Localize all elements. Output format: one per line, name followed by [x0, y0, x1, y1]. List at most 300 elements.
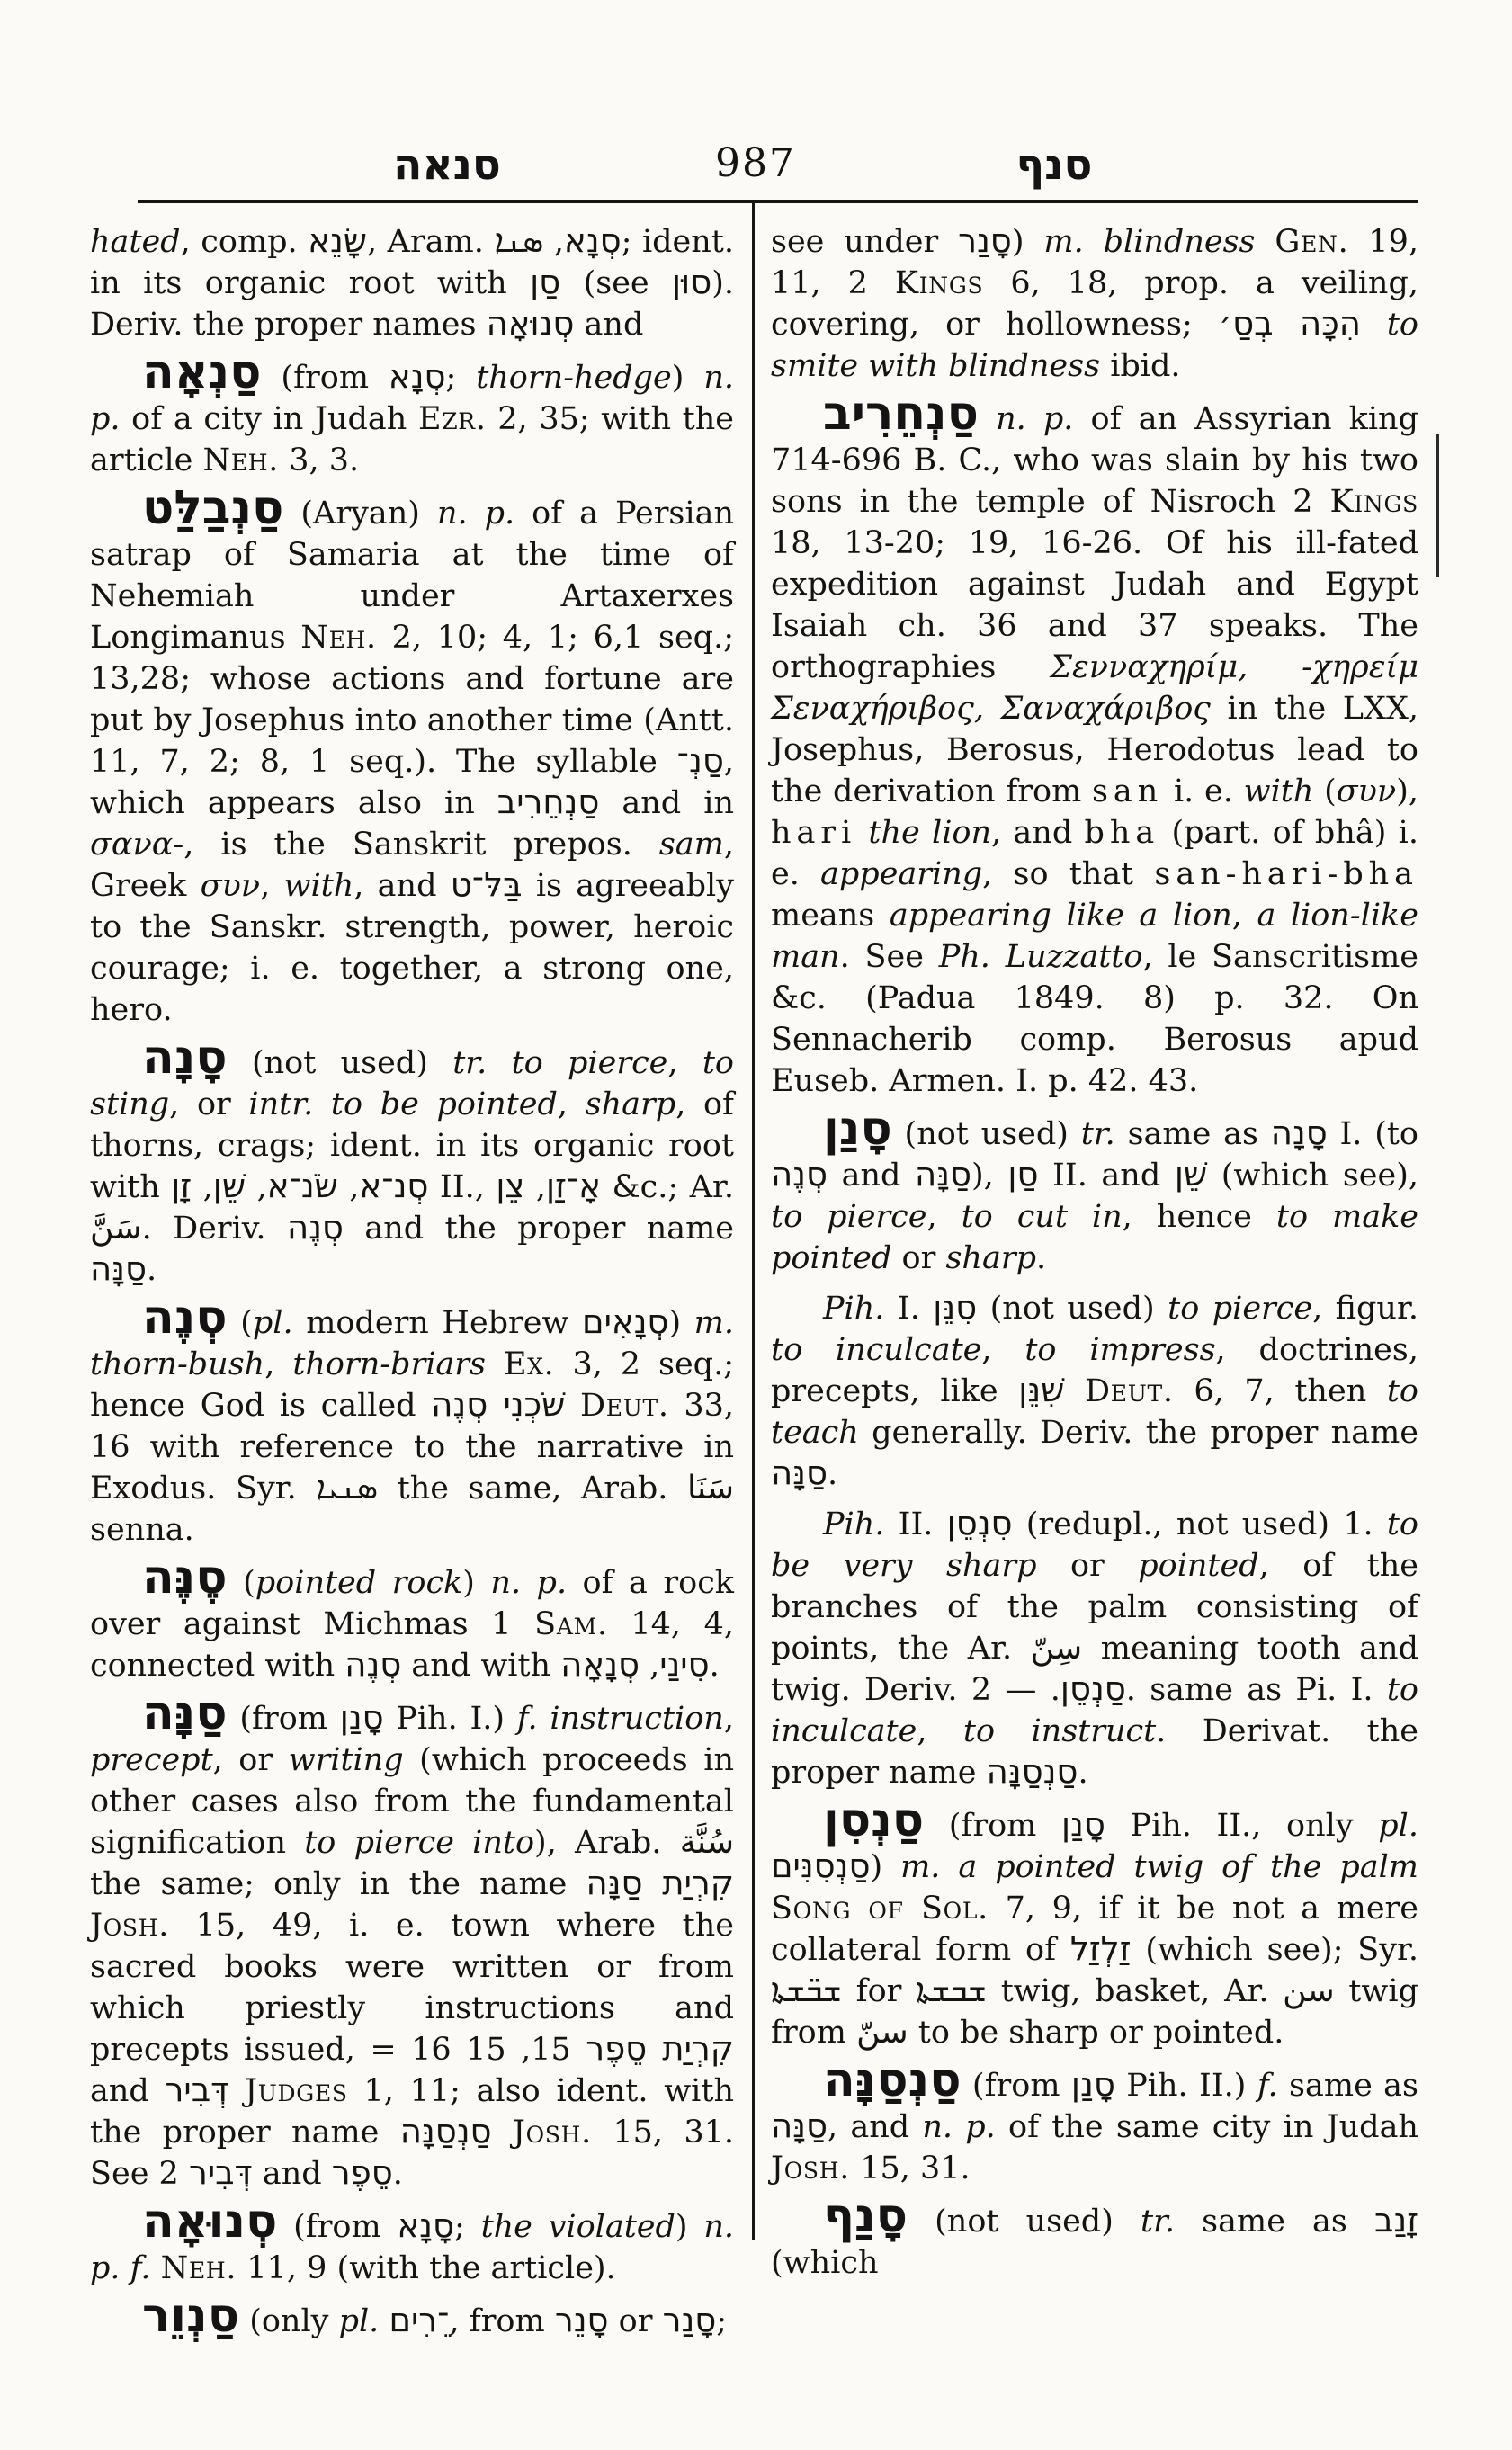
- hebrew-headword: סָנַן: [823, 1101, 892, 1156]
- hebrew-word: שָׂנֵא: [308, 221, 367, 260]
- text-run: ;: [445, 360, 477, 396]
- text-run: ), Arab.: [534, 1825, 680, 1861]
- hebrew-word: זַלְזַל: [1069, 1929, 1132, 1968]
- text-run: , and: [991, 815, 1085, 851]
- hebrew-word: סְנוּאָה: [486, 304, 575, 343]
- text-run-italic: a pointed twig of the palm: [958, 1849, 1418, 1885]
- text-run-italic: n. p.: [90, 360, 734, 437]
- text-run: . Deriv.: [141, 1211, 287, 1247]
- text-run: [1361, 307, 1387, 343]
- text-run: and the proper name: [343, 1211, 734, 1247]
- entry-paragraph: [771, 1101, 1419, 1279]
- text-run-italic: Pih.: [823, 1507, 885, 1542]
- text-run-italic: hated: [90, 224, 181, 260]
- text-run: 15, 31.: [850, 2150, 971, 2186]
- text-run-italic: sharp: [585, 1086, 676, 1122]
- text-run-italic: thorn-hedge: [476, 360, 672, 396]
- text-run-italic: with: [1243, 773, 1314, 809]
- hebrew-headword: סַנְסַנָּה: [823, 2052, 962, 2107]
- text-run: and in: [599, 785, 734, 821]
- hebrew-word: סְנָאָה: [560, 1645, 640, 1684]
- text-run: Pih. II., only: [1105, 1808, 1379, 1844]
- text-run: (see: [560, 265, 673, 301]
- hebrew-word: סָנָא: [397, 2206, 455, 2245]
- text-run-italic: tr.: [452, 1045, 488, 1081]
- text-run: 6, 18, prop. a veiling, covering, or hollowness;: [771, 265, 1418, 343]
- hebrew-headword: סְנוּאָה: [142, 2194, 278, 2249]
- text-run-italic: to pierce: [771, 1199, 927, 1235]
- entry-paragraph: [771, 2188, 1418, 2284]
- hebrew-word: ־ֵרִים: [389, 2301, 450, 2339]
- hebrew-headword: סְנֶה: [142, 1290, 228, 1345]
- reference-abbrev: Neh.: [160, 2250, 237, 2286]
- text-run: ,: [1231, 898, 1257, 934]
- entry-paragraph: [90, 2288, 734, 2343]
- text-run: 2 and: [158, 2156, 332, 2192]
- text-run-italic: pl.: [252, 1305, 293, 1341]
- text-run: [565, 1388, 580, 1424]
- text-run-italic: thorn-briars: [292, 1346, 486, 1382]
- text-run: (which see),: [1207, 1158, 1418, 1194]
- reference-abbrev: Gen.: [1275, 224, 1349, 260]
- text-run: (: [227, 1305, 253, 1341]
- text-run: ibid.: [1100, 348, 1181, 384]
- reference-abbrev: Neh.: [202, 443, 280, 478]
- reference-abbrev: Judges: [245, 2073, 348, 2109]
- entry-paragraph: [90, 1290, 734, 1551]
- text-run: 7, 9, if it be not a mere collateral form of: [771, 1891, 1418, 1968]
- right-column: [771, 221, 1418, 2284]
- arabic-word: سِنّ: [1030, 1630, 1083, 1667]
- text-run: , and: [828, 2109, 923, 2145]
- text-run: ,: [926, 1199, 962, 1235]
- text-run: , figur.: [1312, 1291, 1418, 1327]
- text-run: 19, 11, 2: [771, 224, 1418, 301]
- text-run-italic: f.: [1257, 2068, 1278, 2104]
- text-run: [856, 815, 868, 851]
- greek-text: συν: [1336, 773, 1397, 809]
- hebrew-word: סְנ־א: [359, 1167, 429, 1205]
- hebrew-word: צֵן: [496, 1167, 525, 1205]
- reference-abbrev: Kings: [894, 265, 984, 301]
- text-run: of an Assyrian king 714-696 B. C., who was slain by his two sons in the temple of Nisroch 2: [771, 401, 1418, 520]
- reference-abbrev: Deut.: [1085, 1373, 1174, 1409]
- hebrew-word: סַנְסַנָּה: [986, 1752, 1078, 1791]
- text-run: 11, 9 (with the article).: [237, 2250, 616, 2286]
- text-run-italic: pointed rock: [255, 1565, 463, 1601]
- entry-paragraph: [90, 480, 734, 1031]
- hebrew-word: סָנֵר: [554, 2301, 609, 2339]
- entry-paragraph: [771, 1793, 1418, 2053]
- text-run-italic: with: [283, 868, 354, 904]
- text-run: ; ident. in its organic root with: [90, 224, 734, 301]
- arabic-word: سَنَا: [687, 1470, 734, 1507]
- syriac-word: ܫܒ̈ܫܬܐ: [771, 1972, 842, 2009]
- text-run: 18, 13-20; 19, 16-26. Of his ill-fated expedition against Judah and Egypt Isaiah ch. 36 and 37 speaks. The orthographies: [771, 525, 1418, 685]
- text-run: I. (to: [1327, 1116, 1419, 1152]
- entry-paragraph: [771, 1504, 1418, 1793]
- spaced-term: bha: [1084, 815, 1160, 851]
- text-run-italic: instruction: [550, 1701, 724, 1737]
- reference-abbrev: Neh.: [300, 620, 377, 656]
- syriac-word: ܣܢܝܐ: [316, 1470, 379, 1507]
- text-run-italic: appearing: [820, 856, 983, 892]
- entry-paragraph: [90, 1030, 734, 1291]
- text-run-italic: to inculcate: [771, 1672, 1418, 1749]
- reference-abbrev: Ezr.: [417, 401, 487, 437]
- greek-text: σανα-: [90, 827, 184, 863]
- hebrew-word: סְנֶה: [286, 1208, 344, 1247]
- hebrew-word: סָנַן: [339, 1698, 384, 1737]
- reference-abbrev: Song of Sol.: [771, 1891, 989, 1927]
- text-run: [151, 2250, 161, 2286]
- text-run: the same, Arab.: [378, 1471, 687, 1507]
- text-run: [313, 1086, 331, 1122]
- greek-text: Σενναχηρίμ, -χηρείμ Σεναχήριβος, Σαναχάριβος: [771, 649, 1418, 727]
- text-run: . See: [839, 939, 939, 975]
- hebrew-headword: סָנַף: [823, 2188, 908, 2243]
- text-run: [538, 1701, 550, 1737]
- hebrew-headword: סַנָּה: [142, 1685, 228, 1740]
- entry-paragraph: [771, 2052, 1418, 2189]
- text-run: of the same city in Judah: [995, 2109, 1418, 2145]
- text-run: ). Deriv. the proper names: [90, 265, 734, 343]
- text-run: .: [1035, 1240, 1047, 1276]
- text-run: (part. of bhâ) i. e.: [771, 815, 1418, 892]
- hebrew-word: סַנָּה: [915, 1155, 971, 1194]
- text-run: (: [1313, 773, 1337, 809]
- text-run-italic: precept: [90, 1742, 213, 1778]
- text-run: (not used): [908, 2204, 1141, 2240]
- text-run: (which proceeds in other cases also from the fundamental signification: [90, 1742, 734, 1861]
- text-run: means: [771, 898, 890, 934]
- text-run-italic: to be pointed: [330, 1086, 558, 1122]
- text-run: i. e.: [1163, 773, 1244, 809]
- text-run: ): [870, 1849, 901, 1885]
- text-run: see under: [771, 224, 959, 260]
- text-run-italic: to cut in: [961, 1199, 1123, 1235]
- text-run: ,: [639, 1648, 660, 1684]
- text-run-italic: pointed: [1138, 1548, 1259, 1584]
- text-run: ),: [971, 1158, 1008, 1194]
- hebrew-word: סַנְסִנִּים: [771, 1846, 871, 1885]
- hebrew-word: סָנַן: [1070, 2065, 1115, 2104]
- text-run-italic: the lion: [868, 815, 992, 851]
- hebrew-word: שֵׁן: [212, 1167, 246, 1205]
- hebrew-word: סִנֵּן: [933, 1288, 978, 1327]
- text-run: and: [828, 1158, 915, 1194]
- reference-abbrev: Deut.: [580, 1388, 669, 1424]
- hebrew-word: בַּלּ־ט: [450, 865, 523, 904]
- text-run: ),: [1396, 773, 1418, 809]
- text-run: (not used): [227, 1045, 453, 1081]
- text-run-italic: n. p.: [922, 2109, 996, 2145]
- syriac-word: ܣܢܐ: [494, 223, 544, 260]
- text-run: ,: [524, 1169, 547, 1205]
- syriac-word: ܫܒܫܬܐ: [916, 1972, 988, 2009]
- hebrew-word: שֹׁכְנִי סְנֶה: [431, 1385, 566, 1424]
- arabic-word: سُنَّة: [679, 1824, 735, 1861]
- text-run: 15, 31. See: [90, 2115, 734, 2192]
- text-run: same as: [1175, 2204, 1374, 2240]
- text-run-italic: a lion-like man: [771, 898, 1418, 975]
- hebrew-word: סְנָאִים: [582, 1302, 669, 1341]
- text-run: and with: [401, 1648, 561, 1684]
- text-run: twig from: [771, 1973, 1418, 2051]
- hebrew-word: סַנָּה: [771, 2106, 828, 2145]
- header-rule: [138, 200, 1418, 203]
- hebrew-word: סָנָה: [1270, 1113, 1328, 1152]
- spaced-term: san: [1092, 773, 1164, 809]
- spaced-term: san-hari-bha: [1154, 856, 1418, 892]
- text-run: 15, 49, i. e. town where the sacred books were written or from which priestly instructions and precepts issued, =: [90, 1908, 734, 2068]
- text-run: II.,: [428, 1169, 497, 1205]
- text-run-italic: Pih.: [823, 1291, 885, 1327]
- text-run: .: [709, 1648, 720, 1684]
- text-run-italic: to instruct: [962, 1713, 1157, 1749]
- text-run: (from: [924, 1808, 1061, 1844]
- text-run: ,: [264, 1346, 293, 1382]
- greek-text: συν: [200, 868, 261, 904]
- text-run: II.: [884, 1507, 947, 1542]
- hebrew-word: סַנְ־: [676, 741, 724, 780]
- text-run: ,: [260, 868, 284, 904]
- text-run: , doctrines, precepts, like: [771, 1332, 1418, 1409]
- text-run-italic: to be very sharp: [771, 1507, 1418, 1584]
- text-run: [1084, 224, 1104, 260]
- continuation-paragraph: [771, 221, 1418, 387]
- text-run-italic: to smite with blindness: [771, 307, 1418, 384]
- text-run: [487, 1045, 511, 1081]
- text-run: (from: [227, 1701, 340, 1737]
- text-run: 15, 15 16 and: [90, 2032, 586, 2109]
- text-run: (Aryan): [283, 496, 437, 532]
- page-number: 987: [715, 140, 796, 186]
- text-run-italic: pl.: [1378, 1808, 1418, 1844]
- text-run: II. and: [1038, 1158, 1175, 1194]
- text-run: or: [1036, 1548, 1139, 1584]
- hebrew-word: זָן: [171, 1167, 192, 1205]
- hebrew-word: סַן: [1007, 1155, 1039, 1194]
- text-run: .: [392, 2156, 403, 2192]
- text-run: 33, 16 with reference to the narrative in Exodus. Syr.: [90, 1388, 734, 1507]
- text-run: ,: [543, 224, 565, 260]
- text-run-italic: m.: [900, 1849, 941, 1885]
- hebrew-word: דְּבִיר: [165, 2070, 229, 2109]
- header-keyword-left: סנאה: [393, 140, 501, 190]
- reference-abbrev: Kings: [1329, 484, 1418, 520]
- hebrew-word: שֹׂנ־א: [266, 1167, 338, 1205]
- hebrew-word: סָנַן: [1060, 1805, 1105, 1844]
- text-run: ,: [192, 1169, 213, 1205]
- hebrew-headword: סַנְחֵרִיב: [823, 386, 979, 441]
- text-run: (from: [961, 2068, 1071, 2104]
- hebrew-word: הִכָּה בְסַ׳: [1218, 304, 1361, 343]
- text-run: . — 2. same as Pi. I.: [971, 1672, 1387, 1708]
- text-run: , so that: [982, 856, 1155, 892]
- text-run: of a Persian satrap of Samaria at the time of Nehemiah under Artaxerxes Longimanus: [90, 496, 734, 656]
- text-run: to be sharp or pointed.: [908, 2015, 1284, 2051]
- arabic-word: سَنَّ: [90, 1210, 142, 1247]
- hebrew-word: סֵפֶר: [331, 2153, 393, 2192]
- hebrew-headword: סַנְוֵר: [142, 2288, 240, 2343]
- text-run-italic: blindness: [1103, 224, 1256, 260]
- hebrew-word: סַנְסֵן: [1060, 1669, 1126, 1708]
- continuation-paragraph: [90, 221, 734, 345]
- hebrew-word: סַנָּה: [90, 1249, 147, 1288]
- text-run: I.: [884, 1291, 934, 1327]
- text-run-italic: the violated: [480, 2209, 675, 2245]
- text-run: [492, 2115, 513, 2150]
- left-column: [90, 221, 734, 2342]
- hebrew-word: סוּן: [672, 263, 712, 301]
- text-run: ,: [667, 1045, 702, 1081]
- text-run: 6, 7, then: [1173, 1373, 1387, 1409]
- text-run: , from: [449, 2303, 555, 2339]
- text-run: .: [1078, 1755, 1088, 1791]
- hebrew-word: סִנְסֵן: [946, 1504, 1013, 1542]
- text-run: ): [1011, 224, 1044, 260]
- text-run-italic: to make pointed: [771, 1199, 1418, 1276]
- text-run-italic: pl.: [338, 2303, 380, 2339]
- text-run: (: [227, 1565, 255, 1601]
- entry-paragraph: [90, 344, 734, 481]
- text-run: (not used): [977, 1291, 1168, 1327]
- hebrew-word: סְנֶה: [344, 1645, 402, 1684]
- text-run: , of thorns, crags; ident. in its organic root with: [90, 1086, 734, 1205]
- text-run: ,: [246, 1169, 267, 1205]
- hebrew-word: סִינַי: [659, 1645, 710, 1684]
- text-run: senna.: [90, 1512, 194, 1548]
- hebrew-word: סַן: [530, 263, 561, 301]
- hebrew-word: סַנָּה: [771, 1453, 828, 1492]
- text-run: [379, 2303, 389, 2339]
- text-run: Pih. II.): [1114, 2068, 1257, 2104]
- text-run: twig, basket, Ar.: [987, 1973, 1284, 2009]
- text-run-italic: m.: [1043, 224, 1084, 260]
- text-run: , Greek: [90, 827, 734, 904]
- text-run: [1256, 224, 1275, 260]
- scan-artifact: [1436, 434, 1439, 577]
- text-run: (which: [771, 2245, 879, 2281]
- text-run: (from: [261, 360, 389, 396]
- hebrew-word: זָנַב: [1373, 2201, 1418, 2240]
- hebrew-word: סַנְחֵרִיב: [497, 782, 600, 821]
- spaced-term: hari: [771, 815, 857, 851]
- text-run: . Derivat. the proper name: [771, 1713, 1418, 1791]
- text-run: ;: [716, 2303, 728, 2339]
- entry-paragraph: [771, 386, 1419, 1102]
- text-run: same as: [1114, 1116, 1271, 1152]
- text-run: .: [828, 1456, 838, 1492]
- text-run: [1064, 1373, 1085, 1409]
- text-run-italic: writing: [288, 1742, 404, 1778]
- text-run-italic: n. p. f.: [90, 2209, 734, 2286]
- text-run-italic: to inculcate: [771, 1332, 982, 1368]
- text-run-italic: to pierce: [511, 1045, 668, 1081]
- hebrew-word: סָנַר: [662, 2301, 717, 2339]
- text-run-italic: n. p.: [436, 496, 515, 532]
- text-run-italic: sharp: [945, 1240, 1036, 1276]
- arabic-word: سنّ: [856, 2014, 908, 2051]
- text-run: [228, 2073, 245, 2109]
- text-run: ,: [557, 1086, 586, 1122]
- text-run-italic: n. p.: [490, 1565, 568, 1601]
- text-run: , le Sanscritisme &c. (Padua 1849. 8) p. 32. On Sennacherib comp. Berosus apud Euseb. Armen. I. p. 42. 43.: [771, 939, 1419, 1099]
- text-run: 14, 4, connected with: [90, 1606, 734, 1684]
- text-run: , or: [212, 1742, 289, 1778]
- text-run: , comp.: [180, 224, 309, 260]
- hebrew-word: שֵׁן: [1174, 1155, 1208, 1194]
- text-run: (redupl., not used) 1.: [1012, 1507, 1387, 1542]
- text-run: .: [147, 1252, 157, 1288]
- text-run-italic: Ph. Luzzatto: [938, 939, 1143, 975]
- text-run-italic: f.: [516, 1701, 538, 1737]
- hebrew-word: סְנֶה: [771, 1155, 828, 1194]
- text-run-italic: to sting: [90, 1045, 734, 1122]
- text-run: (only: [239, 2303, 339, 2339]
- text-run: modern Hebrew: [292, 1305, 583, 1341]
- hebrew-headword: סַנְסִן: [823, 1793, 925, 1847]
- text-run: (not used): [891, 1116, 1081, 1152]
- text-run: or: [891, 1240, 946, 1276]
- hebrew-headword: סֶנֶּה: [142, 1550, 228, 1605]
- text-run: , is the Sanskrit prepos.: [183, 827, 659, 863]
- entry-paragraph: [90, 1685, 735, 2195]
- text-run: Pih. I.): [383, 1701, 517, 1737]
- text-run-italic: to teach: [771, 1373, 1418, 1451]
- reference-abbrev: Josh.: [90, 1908, 170, 1944]
- text-run: , which appears also in: [90, 744, 734, 821]
- text-run: 3, 2 seq.; hence God is called: [90, 1346, 734, 1424]
- text-run-italic: n. p.: [996, 401, 1074, 437]
- text-run: meaning tooth and twig. Deriv.: [771, 1631, 1418, 1708]
- column-divider-rule: [752, 201, 755, 2240]
- text-run: (which see); Syr.: [1131, 1932, 1418, 1968]
- text-run-italic: sam: [658, 827, 724, 863]
- header-keyword-right: סנף: [1015, 140, 1093, 190]
- entry-paragraph: [90, 1550, 735, 1686]
- text-run-italic: tr.: [1080, 1116, 1115, 1152]
- text-run-italic: to pierce: [1168, 1291, 1313, 1327]
- hebrew-word: קִרְיַת סַנָּה: [586, 1864, 734, 1902]
- text-run: , hence: [1122, 1199, 1276, 1235]
- text-run: ,: [981, 1332, 1025, 1368]
- hebrew-word: סְנָא: [388, 357, 446, 396]
- text-run: the same; only in the name: [90, 1866, 586, 1902]
- hebrew-headword: סָנָה: [142, 1030, 228, 1085]
- hebrew-word: סַנְסַנָּה: [399, 2112, 492, 2150]
- hebrew-word: דְּבִיר: [188, 2153, 253, 2192]
- text-run: of a city in Judah: [120, 401, 418, 437]
- text-run: , of the branches of the palm consisting of points, the Ar.: [771, 1548, 1418, 1667]
- text-run: is agreeably to the Sanskr. strength, power, heroic courage; i. e. together, a strong one, hero.: [90, 868, 734, 1028]
- text-run: &c.; Ar.: [601, 1169, 734, 1205]
- text-run: or: [608, 2303, 663, 2339]
- text-run: 1, 11; also ident. with the proper name: [90, 2073, 734, 2150]
- text-run: ): [675, 2209, 704, 2245]
- text-run: , and: [353, 868, 451, 904]
- text-run-italic: to pierce into: [304, 1825, 535, 1861]
- text-run: (from: [277, 2209, 398, 2245]
- entry-paragraph: [90, 2194, 734, 2289]
- text-run: ,: [723, 1701, 734, 1737]
- reference-abbrev: Sam.: [534, 1606, 608, 1642]
- text-run: , or: [169, 1086, 249, 1122]
- text-run: ): [668, 1305, 694, 1341]
- text-run: [979, 401, 996, 437]
- reference-abbrev: Ex.: [503, 1346, 555, 1382]
